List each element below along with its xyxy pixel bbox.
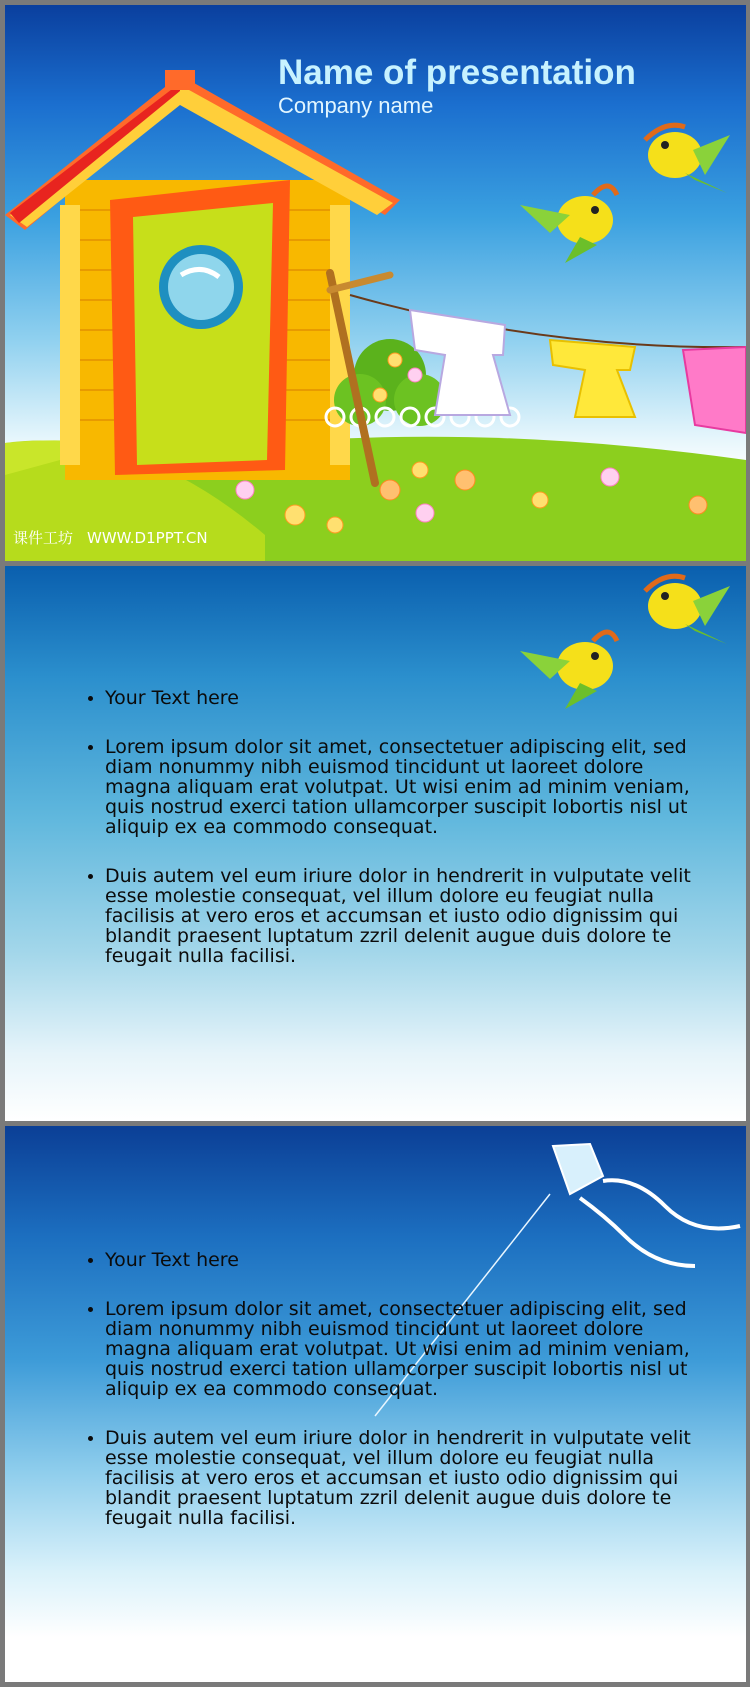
bullet-item: • Duis autem vel eum iriure dolor in hendrerit in vulputate velit esse molestie consequat, vel illum dolore eu feugiat nulla facilisis at vero eros et accumsan et iusto odio dignissim qui blandit praesent luptatum zzril delenit augue duis dolore te feugait nulla facilisi.	[105, 866, 715, 966]
bullet-item: • Your Text here	[105, 688, 715, 708]
yellow-bird-icon	[520, 186, 617, 263]
watermark-url: WWW.D1PPT.CN	[87, 529, 208, 547]
house-illustration-icon	[5, 70, 400, 480]
bullet-item: • Duis autem vel eum iriure dolor in hendrerit in vulputate velit esse molestie consequat, vel illum dolore eu feugiat nulla facilisis at vero eros et accumsan et iusto odio dignissim qui blandit praesent luptatum zzril delenit augue duis dolore te feugait nulla facilisi.	[105, 1428, 715, 1528]
bullet-item: • Lorem ipsum dolor sit amet, consectetuer adipiscing elit, sed diam nonummy nibh euismod tincidunt ut laoreet dolore magna aliquam erat volutpat. Ut wisi enim ad minim veniam, quis nostrud exerci tation ullamcorper suscipit lobortis nisl ut aliquip ex ea commodo consequat.	[105, 1299, 715, 1399]
content-slide-birds[interactable]	[5, 566, 746, 1121]
bullet-item: • Your Text here	[105, 1250, 715, 1270]
bullet-list	[70, 688, 715, 995]
title-slide[interactable]	[5, 5, 746, 561]
watermark-cn: 课件工坊	[13, 529, 74, 547]
yellow-bird-icon	[645, 125, 730, 193]
bullet-list	[70, 1250, 715, 1557]
bullet-item: • Lorem ipsum dolor sit amet, consectetuer adipiscing elit, sed diam nonummy nibh euismod tincidunt ut laoreet dolore magna aliquam erat volutpat. Ut wisi enim ad minim veniam, quis nostrud exerci tation ullamcorper suscipit lobortis nisl ut aliquip ex ea commodo consequat.	[105, 737, 715, 837]
presentation-title: Name of presentation	[278, 53, 636, 92]
company-name: Company name	[278, 93, 434, 118]
content-slide-kite[interactable]	[5, 1126, 746, 1682]
watermark	[13, 527, 208, 548]
yellow-bird-icon	[645, 576, 730, 644]
